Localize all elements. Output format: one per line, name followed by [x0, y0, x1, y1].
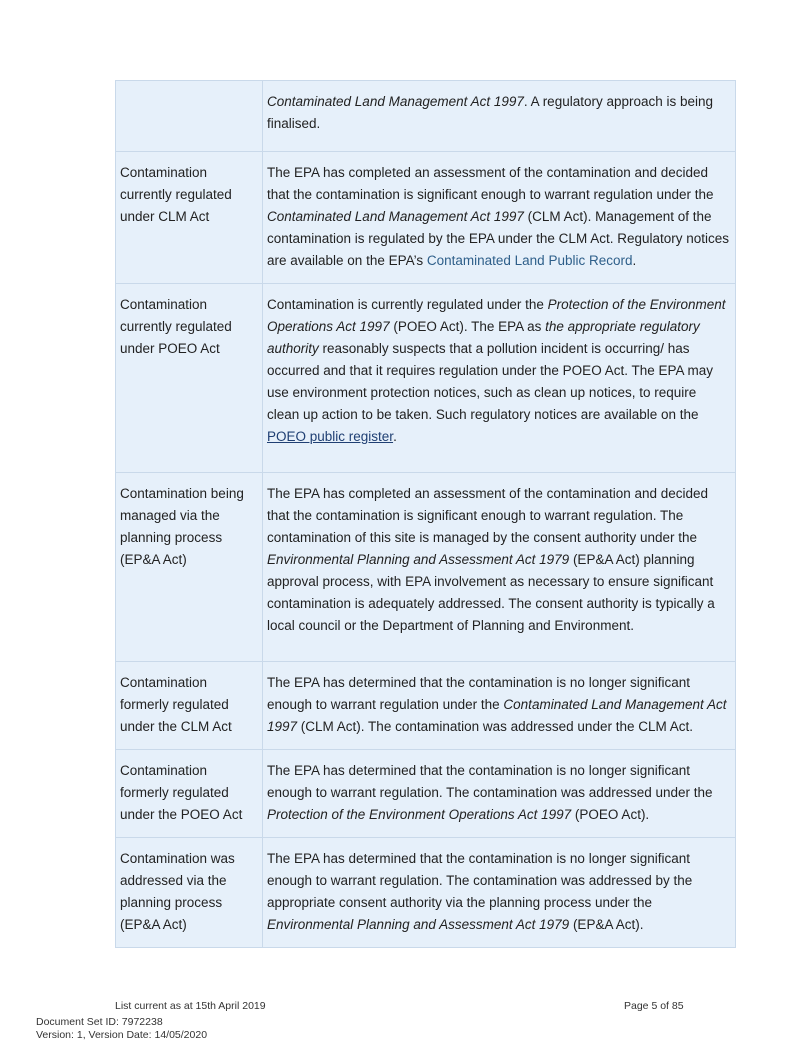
status-description: [263, 81, 736, 152]
contamination-status-table: [115, 80, 736, 948]
status-description: [263, 152, 736, 284]
description-text: The EPA has completed an assessment of the contamination and decided that the contamination is significant enough to warrant regulation under the: [267, 165, 714, 202]
description-text: (POEO Act).: [571, 807, 650, 822]
document-set-id: Document Set ID: 7972238: [36, 1016, 163, 1028]
list-current-date: List current as at 15th April 2019: [115, 1000, 266, 1012]
act-title: Environmental Planning and Assessment Act 1979: [267, 552, 570, 567]
status-label: Contamination currently regulated under CLM Act: [116, 152, 263, 284]
act-title: Contaminated Land Management Act 1997: [267, 209, 524, 224]
description-text: .: [393, 429, 397, 444]
act-title: Contaminated Land Management Act 1997: [267, 94, 524, 109]
description-text: (CLM Act). The contamination was addressed under the CLM Act.: [297, 719, 693, 734]
table-row: [116, 81, 736, 152]
status-label: Contamination formerly regulated under the CLM Act: [116, 662, 263, 750]
poeo-public-register-link[interactable]: POEO public register: [267, 429, 394, 444]
table-body: [116, 81, 736, 948]
act-title: Protection of the Environment Operations Act 1997: [267, 297, 726, 334]
status-label: Contamination was addressed via the planning process (EP&A Act): [116, 838, 263, 948]
table-row: [116, 284, 736, 473]
status-description: [263, 838, 736, 948]
act-title: Environmental Planning and Assessment Act 1979: [267, 917, 570, 932]
status-label: Contamination being managed via the planning process (EP&A Act): [116, 473, 263, 662]
page-number: Page 5 of 85: [624, 1000, 684, 1012]
status-label: Contamination formerly regulated under the POEO Act: [116, 750, 263, 838]
description-text: reasonably suspects that a pollution incident is occurring/ has occurred and that it requires regulation under the POEO Act. The EPA may use environment protection notices, such as clean up notices, to require clean up action to be taken. Such regulatory notices are available on the: [267, 341, 713, 422]
status-description: [263, 662, 736, 750]
description-text: The EPA has determined that the contamination is no longer significant enough to warrant regulation under the: [267, 675, 691, 712]
description-text: . A regulatory approach is being finalised.: [267, 94, 714, 131]
act-title: the appropriate regulatory authority: [267, 319, 700, 356]
table-row: [116, 152, 736, 284]
table-row: [116, 662, 736, 750]
description-text: (CLM Act). Management of the contamination is regulated by the EPA under the CLM Act. Regulatory notices are available on the EPA’s: [267, 209, 730, 268]
description-text: The EPA has determined that the contamination is no longer significant enough to warrant regulation. The contamination was addressed under the: [267, 763, 713, 800]
description-text: (POEO Act). The EPA as: [389, 319, 546, 334]
status-label: [116, 81, 263, 152]
status-description: [263, 750, 736, 838]
status-description: [263, 473, 736, 662]
contaminated-land-public-record-link[interactable]: Contaminated Land Public Record: [426, 253, 633, 268]
status-label: Contamination currently regulated under POEO Act: [116, 284, 263, 473]
description-text: (EP&A Act).: [569, 917, 644, 932]
table-row: [116, 838, 736, 948]
description-text: The EPA has determined that the contamination is no longer significant enough to warrant regulation. The contamination was addressed by the appropriate consent authority via the planning process under the: [267, 851, 693, 910]
table-row: [116, 750, 736, 838]
description-text: Contamination is currently regulated under the: [267, 297, 548, 312]
table-row: [116, 473, 736, 662]
document-version: Version: 1, Version Date: 14/05/2020: [36, 1029, 208, 1041]
act-title: Protection of the Environment Operations Act 1997: [267, 807, 572, 822]
description-text: (EP&A Act) planning approval process, with EPA involvement as necessary to ensure significant contamination is adequately addressed. The consent authority is typically a local council or the Department of Planning and Environment.: [267, 552, 715, 633]
status-description: [263, 284, 736, 473]
act-title: Contaminated Land Management Act 1997: [267, 697, 727, 734]
description-text: .: [632, 253, 637, 268]
description-text: The EPA has completed an assessment of the contamination and decided that the contamination is significant enough to warrant regulation. The contamination of this site is managed by the consent authority under the: [267, 486, 709, 545]
